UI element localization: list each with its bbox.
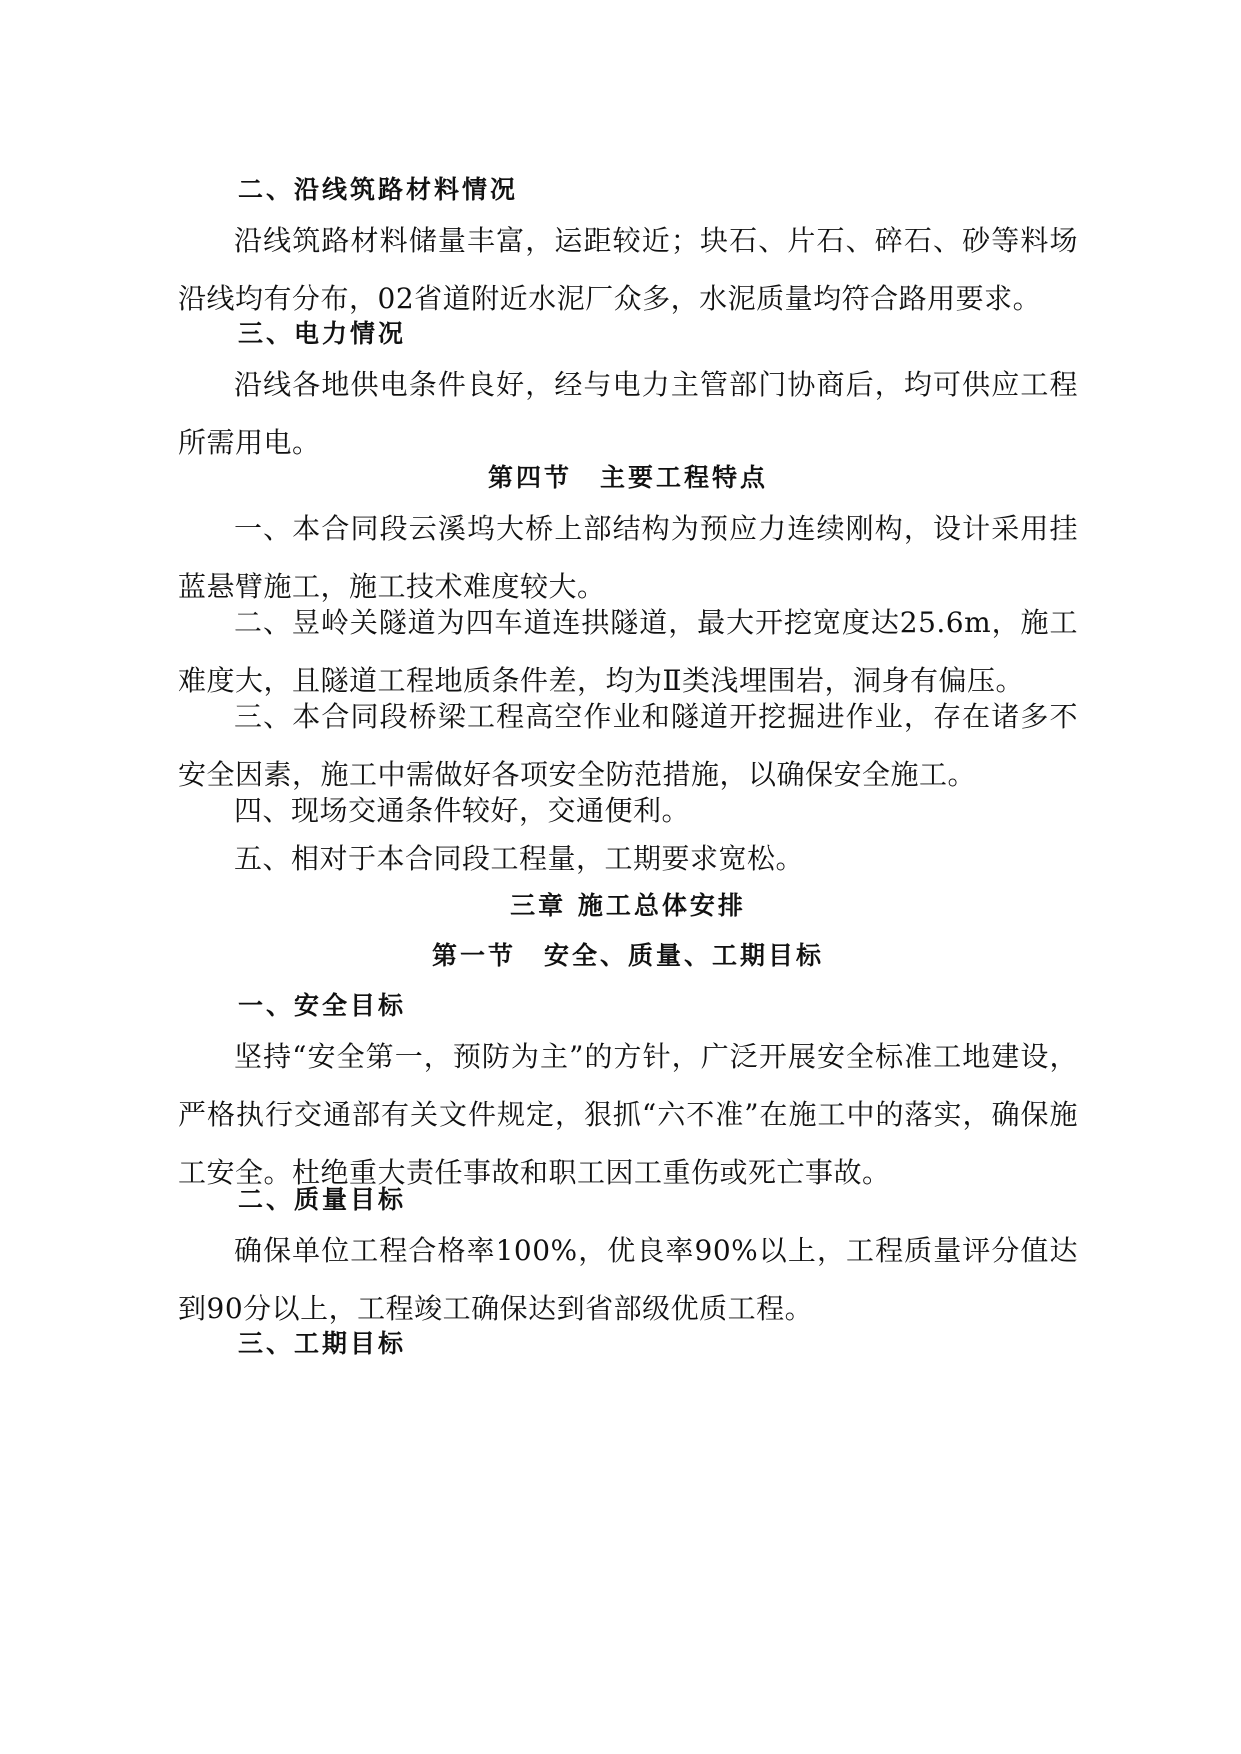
paragraph-safety: 坚持“安全第一，预防为主”的方针，广泛开展安全标准工地建设，严格执行交通部有关文件规定，狠抓“六不准”在施工中的落实，确保施工安全。杜绝重大责任事故和职工因工重伤或死亡事故。 [178, 1040, 1078, 1189]
paragraph-feature-1: 一、本合同段云溪坞大桥上部结构为预应力连续刚构，设计采用挂蓝悬臂施工，施工技术难度较大。 [178, 512, 1078, 603]
paragraph-feature-2: 二、昱岭关隧道为四车道连拱隧道，最大开挖宽度达25.6m，施工难度大，且隧道工程地质条件差，均为Ⅱ类浅埋围岩，洞身有偏压。 [178, 606, 1078, 697]
paragraph-feature-4: 四、现场交通条件较好，交通便利。 [234, 794, 691, 827]
paragraph-materials: 沿线筑路材料储量丰富，运距较近；块石、片石、碎石、砂等料场沿线均有分布，02省道附近水泥厂众多，水泥质量均符合路用要求。 [178, 224, 1078, 315]
section-heading-materials: 二、沿线筑路材料情况 [238, 175, 519, 204]
section-heading-schedule: 三、工期目标 [238, 1329, 407, 1358]
section-title-features: 第四节 主要工程特点 [487, 463, 768, 492]
chapter-title: 三章 施工总体安排 [510, 891, 746, 920]
paragraph-quality: 确保单位工程合格率100%，优良率90%以上，工程质量评分值达到90分以上，工程竣工确保达到省部级优质工程。 [178, 1234, 1078, 1325]
paragraph-power: 沿线各地供电条件良好，经与电力主管部门协商后，均可供应工程所需用电。 [178, 368, 1078, 459]
section-heading-power: 三、电力情况 [238, 319, 407, 348]
paragraph-feature-5: 五、相对于本合同段工程量，工期要求宽松。 [234, 842, 805, 875]
paragraph-feature-3: 三、本合同段桥梁工程高空作业和隧道开挖掘进作业，存在诸多不安全因素，施工中需做好各项安全防范措施，以确保安全施工。 [178, 700, 1078, 791]
section-heading-quality: 二、质量目标 [238, 1185, 407, 1214]
section-heading-safety: 一、安全目标 [238, 991, 407, 1020]
section-title-goals: 第一节 安全、质量、工期目标 [431, 941, 824, 970]
